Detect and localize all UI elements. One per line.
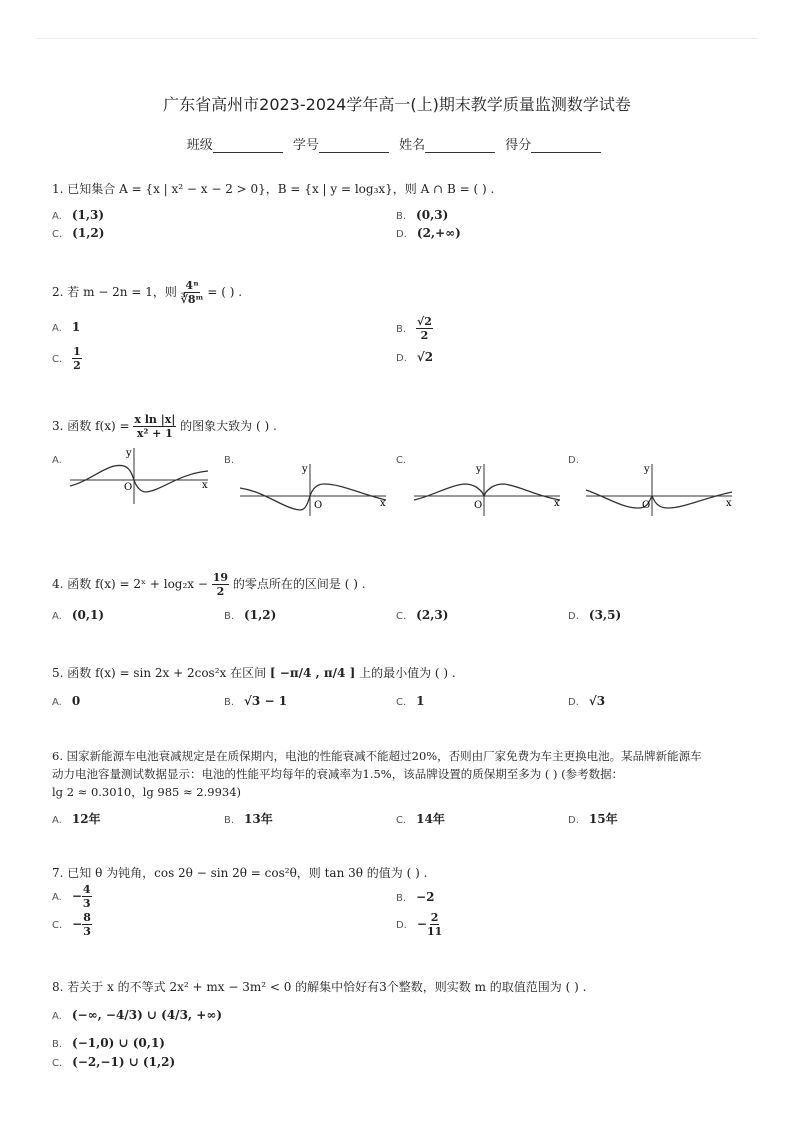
fraction-numerator: 4 <box>82 883 91 896</box>
option-letter: B. <box>52 1039 63 1050</box>
option-letter: B. <box>224 611 235 622</box>
option-letter: A. <box>52 455 62 466</box>
question-8-stem: 8. 若关于 x 的不等式 2x² + mx − 3m² < 0 的解集中恰好有3个整数，则实数 m 的取值范围为 ( ) . <box>52 980 587 994</box>
question-5-stem <box>52 664 456 681</box>
option-text: √3 − 1 <box>244 694 288 708</box>
fraction-denominator: 3 <box>83 925 91 938</box>
page-title: 广东省高州市2023-2024学年高一(上)期末教学质量监测数学试卷 <box>163 95 631 114</box>
origin-label: O <box>314 500 323 511</box>
question-7-stem: 7. 已知 θ 为钝角，cos 2θ − sin 2θ = cos²θ，则 tan 3θ 的值为 ( ) . <box>52 866 428 880</box>
option-letter: C. <box>396 697 407 708</box>
option-text: 14年 <box>416 812 445 826</box>
field-class-label: 班级 <box>186 138 213 153</box>
q8-option-c[interactable] <box>52 1055 175 1069</box>
option-text: (2,+∞) <box>416 226 461 240</box>
option-letter: A. <box>52 815 62 826</box>
option-text: (0,1) <box>71 608 105 622</box>
option-letter: A. <box>52 697 62 708</box>
q6-option-d[interactable] <box>568 810 618 827</box>
fraction-denominator: 2 <box>216 585 225 598</box>
field-score-label: 得分 <box>505 138 532 153</box>
option-text: 15年 <box>588 812 618 826</box>
q2-option-d[interactable] <box>396 350 433 364</box>
option-text: (3,5) <box>588 608 622 622</box>
question-6-stem-line-3: lg 2 ≈ 0.3010，lg 985 ≈ 2.9934) <box>52 785 242 799</box>
option-text: (1,2) <box>72 226 105 240</box>
stem-interval: [ −π/4 , π/4 ] <box>269 666 356 680</box>
q3-graph-a[interactable] <box>68 446 214 506</box>
stem-suffix: 的图象大致为 ( ) . <box>180 419 277 433</box>
top-divider <box>36 38 758 39</box>
q4-option-d[interactable] <box>568 608 621 622</box>
x-label: x <box>380 498 386 509</box>
q7-option-c[interactable] <box>52 912 92 937</box>
x-label: x <box>202 480 208 491</box>
option-text: 13年 <box>244 812 273 826</box>
q2-option-a[interactable] <box>52 320 80 334</box>
negative-sign: − <box>72 917 83 931</box>
fraction-numerator: 1 <box>73 345 81 358</box>
option-letter: D. <box>568 611 579 622</box>
y-label: y <box>644 464 650 475</box>
fraction-numerator: √2 <box>417 315 432 328</box>
option-text: (2,3) <box>416 608 449 622</box>
option-letter: C. <box>396 815 407 826</box>
q8-option-a[interactable] <box>52 1008 222 1022</box>
q2-option-b[interactable] <box>396 316 433 341</box>
q2-option-c[interactable] <box>52 346 82 371</box>
stem-prefix: 2. 若 m − 2n = 1，则 <box>52 285 177 299</box>
fraction-numerator: 19 <box>212 571 229 584</box>
stem-prefix: 5. 函数 f(x) = sin 2x + 2cos²x 在区间 <box>52 666 267 680</box>
option-text: (0,3) <box>416 208 449 222</box>
function-curve <box>70 465 208 492</box>
field-number-label: 学号 <box>292 138 319 153</box>
option-letter: D. <box>396 920 407 931</box>
option-text: (−∞, −4/3) ∪ (4/3, +∞) <box>71 1008 222 1022</box>
field-class-blank[interactable] <box>213 138 283 153</box>
q8-option-b[interactable] <box>52 1036 165 1050</box>
option-fraction <box>416 316 433 341</box>
option-letter: C. <box>396 455 407 466</box>
q7-option-b[interactable] <box>396 890 434 904</box>
q5-option-a[interactable] <box>52 694 80 708</box>
option-letter: C. <box>52 229 63 240</box>
origin-label: O <box>124 482 133 493</box>
option-text: √2 <box>416 350 434 364</box>
y-label: y <box>126 448 132 459</box>
origin-label: O <box>642 500 651 511</box>
q4-option-a[interactable] <box>52 608 104 622</box>
q6-option-c[interactable] <box>396 810 445 827</box>
option-letter: A. <box>52 323 62 334</box>
option-letter: A. <box>52 611 62 622</box>
option-letter: C. <box>52 354 63 365</box>
fraction-numerator: 8 <box>83 911 91 924</box>
q5-option-b[interactable] <box>224 694 287 708</box>
q1-option-d[interactable] <box>396 226 461 240</box>
q4-option-c[interactable] <box>396 608 448 622</box>
x-label: x <box>726 498 732 509</box>
y-label: y <box>302 464 308 475</box>
q6-option-b[interactable] <box>224 810 273 827</box>
student-info-line <box>0 134 794 153</box>
fraction-denominator: 2 <box>73 359 81 372</box>
q7-option-a[interactable] <box>52 884 92 909</box>
fraction-numerator: x ln |x| <box>134 413 176 426</box>
q1-option-b[interactable] <box>396 208 448 222</box>
option-letter: B. <box>396 893 407 904</box>
option-fraction <box>427 912 442 937</box>
q3-graph-c[interactable] <box>412 462 564 518</box>
stem-suffix: 的零点所在的区间是 ( ) . <box>232 577 366 591</box>
stem-fraction <box>181 280 204 305</box>
field-name-label: 姓名 <box>399 138 426 153</box>
option-fraction <box>72 346 82 371</box>
negative-sign: − <box>416 917 427 931</box>
question-6-stem-line-2: 动力电池容量测试数据显示：电池的性能平均每年的衰减率为1.5%，该品牌设置的质保期至多为 ( ) (参考数据： <box>52 767 624 781</box>
fraction-denominator: 2 <box>420 329 429 342</box>
q6-option-a[interactable] <box>52 810 101 827</box>
question-2-stem <box>52 280 242 305</box>
stem-suffix: = ( ) . <box>207 285 243 299</box>
option-text: 1 <box>71 320 81 334</box>
option-fraction <box>82 884 92 909</box>
option-text: 1 <box>416 694 425 708</box>
option-letter: D. <box>568 697 579 708</box>
option-fraction <box>82 912 92 937</box>
option-letter: A. <box>52 892 62 903</box>
q3-graph-b[interactable] <box>238 462 390 518</box>
option-letter: B. <box>396 211 407 222</box>
option-text: √3 <box>588 694 606 708</box>
option-letter: A. <box>52 211 62 222</box>
question-4-stem <box>52 572 366 597</box>
option-letter: C. <box>396 611 407 622</box>
field-name-blank[interactable] <box>425 138 495 153</box>
q5-option-d[interactable] <box>568 694 605 708</box>
option-letter: D. <box>396 353 407 364</box>
option-text: −2 <box>416 890 435 904</box>
option-letter: B. <box>224 697 235 708</box>
stem-fraction <box>212 572 229 597</box>
fraction-denominator: ∛8ᵐ <box>180 293 204 306</box>
option-letter: B. <box>396 324 407 335</box>
option-letter: C. <box>52 1058 63 1069</box>
option-text: 0 <box>71 694 81 708</box>
x-label: x <box>554 498 560 509</box>
field-score-blank[interactable] <box>531 138 601 153</box>
option-letter: D. <box>396 229 407 240</box>
stem-fraction <box>133 414 176 439</box>
stem-prefix: 4. 函数 f(x) = 2ˣ + log₂x − <box>52 577 208 591</box>
option-text: (1,3) <box>71 208 105 222</box>
option-letter: D. <box>568 455 579 466</box>
q7-option-d[interactable] <box>396 912 442 937</box>
negative-sign: − <box>71 889 82 903</box>
option-letter: B. <box>224 815 235 826</box>
question-1-stem: 1. 已知集合 A = {x | x² − x − 2 > 0}，B = {x | y = log₃x}，则 A ∩ B = ( ) . <box>52 182 495 196</box>
fraction-denominator: x² + 1 <box>136 427 173 440</box>
option-text: (1,2) <box>244 608 277 622</box>
question-3-stem <box>52 414 277 439</box>
stem-prefix: 3. 函数 f(x) = <box>52 419 130 433</box>
y-label: y <box>476 464 482 475</box>
field-number-blank[interactable] <box>319 138 389 153</box>
fraction-numerator: 4ⁿ <box>185 279 199 292</box>
option-text: 12年 <box>71 812 101 826</box>
origin-label: O <box>474 500 483 511</box>
stem-suffix: 上的最小值为 ( ) . <box>359 666 456 680</box>
q1-option-c[interactable] <box>52 226 104 240</box>
function-curve <box>586 490 732 508</box>
option-letter: D. <box>568 815 579 826</box>
q4-option-b[interactable] <box>224 608 276 622</box>
option-text: (−2,−1) ∪ (1,2) <box>72 1055 176 1069</box>
option-text: (−1,0) ∪ (0,1) <box>72 1036 165 1050</box>
question-6-stem-line-1: 6. 国家新能源车电池衰减规定是在质保期内，电池的性能衰减不能超过20%，否则由厂家免费为车主更换电池。某品牌新能源车 <box>52 749 702 763</box>
function-curve <box>240 484 386 510</box>
q3-graph-d[interactable] <box>584 462 736 518</box>
fraction-numerator: 2 <box>430 911 439 924</box>
q5-option-c[interactable] <box>396 694 425 708</box>
function-curve <box>414 484 560 500</box>
option-letter: B. <box>224 455 235 466</box>
fraction-denominator: 3 <box>82 897 91 910</box>
q1-option-a[interactable] <box>52 208 104 222</box>
option-letter: A. <box>52 1011 62 1022</box>
option-letter: C. <box>52 920 63 931</box>
fraction-denominator: 11 <box>426 925 443 938</box>
